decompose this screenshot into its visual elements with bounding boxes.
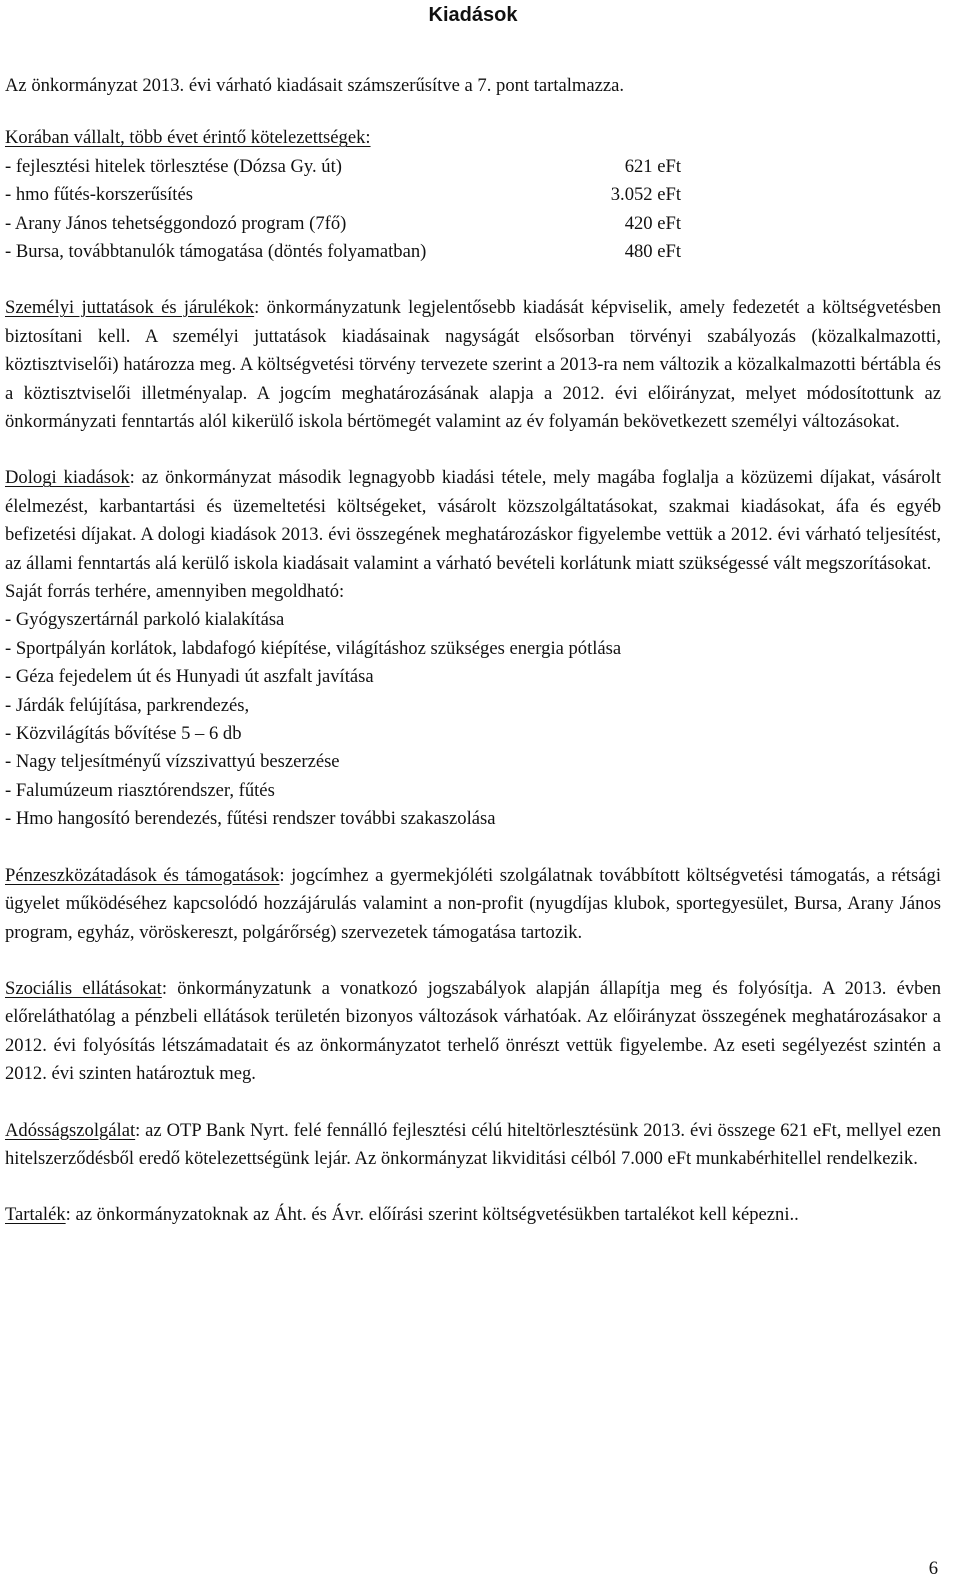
reserve-term: Tartalék <box>5 1204 66 1226</box>
commitments-section <box>5 124 941 266</box>
list-item: - Járdák felújítása, parkrendezés, <box>5 694 250 716</box>
commitment-label: - hmo fűtés-korszerűsítés <box>5 184 193 206</box>
list-item: - Hmo hangosító berendezés, fűtési rendszer további szakaszolása <box>5 808 496 830</box>
material-paragraph: Dologi kiadások: az önkormányzat második legnagyobb kiadási tétele, mely magába foglalja a közüzemi díjakat, vásárolt élelmezést, karbantartási és üzemeltetési költségeket, vásárolt közszolgáltatásokat, szakmai kiadásokat, áfa és egyéb befizetési díjakat. A dologi kiadások 2013. évi összegének meghatározáskor figyelembe vettük a 2012. évi várható teljesítést, az állami fenntartás alá kerülő iskola kiadásait valamint a várható bevételi korlátunk miatt szükségessé vált megszorításokat. <box>5 467 941 574</box>
commitments-heading: Korában vállalt, több évet érintő kötelezettségek: <box>5 127 371 149</box>
commitment-amount: 3.052 eFt <box>610 184 681 206</box>
reserve-paragraph: Tartalék: az önkormányzatoknak az Áht. és Ávr. előírási szerint költségvetésükben tartalékot kell képezni.. <box>5 1204 799 1226</box>
list-item: - Falumúzeum riasztórendszer, fűtés <box>5 779 275 801</box>
commitment-label: - Bursa, továbbtanulók támogatása (döntés folyamatban) <box>5 240 427 262</box>
commitment-amount: 480 eFt <box>624 240 681 262</box>
commitment-label: - Arany János tehetséggondozó program (7fő) <box>5 212 347 234</box>
debt-paragraph: Adósságszolgálat: az OTP Bank Nyrt. felé fennálló fejlesztési célú hiteltörlesztésünk 2013. évi összege 621 eFt, mellyel ezen hitelszerződésből eredő kötelezettségünk lejár. Az önkormányzat likviditási célból 7.000 eFt munkabérhitellel rendelkezik. <box>5 1119 941 1169</box>
commitment-row <box>5 238 941 266</box>
transfers-paragraph: Pénzeszközátadások és támogatások: jogcímhez a gyermekjóléti szolgálatnak továbbított költségvetési támogatás, a rétsági ügyelet működéséhez kapcsolódó hozzájárulás valamint a non-profit (nyugdíjas klubok, sportegyesület, Bursa, Arany János program, egyház, vöröskereszt, polgárőrség) szervezetek támogatása tartozik. <box>5 864 941 943</box>
list-item: - Közvilágítás bővítése 5 – 6 db <box>5 723 242 745</box>
own-source-heading: Saját forrás terhére, amennyiben megoldható: <box>5 581 345 603</box>
commitment-label: - fejlesztési hitelek törlesztése (Dózsa Gy. út) <box>5 155 342 177</box>
personal-paragraph: Személyi juttatások és járulékok: önkormányzatunk legjelentősebb kiadását képviselik, amely fedezetét a költségvetésben biztosítani kell. A személyi juttatások kiadásainak nagyságát elsősorban törvényi szabályozás (közalkalmazotti, köztisztviselői) határozza meg. A költségvetési törvény tervezete szerint a 2013-ra nem változik a közalkalmazotti bértábla és a köztisztviselői illetményalap. A jogcím meghatározásának alapja a 2012. évi előirányzat, melyet módosítottunk az önkormányzati fenntartás alól kikerülő iskola bértömegét valamint az év folyamán bekövetkezett személyi változásokat. <box>5 297 941 432</box>
personal-term: Személyi juttatások és járulékok <box>5 297 255 319</box>
commitment-row <box>5 181 941 209</box>
material-section <box>5 464 941 833</box>
social-paragraph: Szociális ellátásokat: önkormányzatunk a vonatkozó jogszabályok alapján állapítja meg és folyósítja. A 2013. évben előreláthatólag a pénzbeli ellátások területén bizonyos változások várhatóak. Az előirányzat összegének meghatározásakor a 2012. évi folyósítás létszámadatait és az önkormányzatot terhelő önrészt vettük figyelembe. Az eseti segélyezést szintén a 2012. évi szinten határoztuk meg. <box>5 977 941 1085</box>
commitment-amount: 420 eFt <box>624 212 681 234</box>
list-item: - Gyógyszertárnál parkoló kialakítása <box>5 609 285 631</box>
transfers-term: Pénzeszközátadások és támogatások <box>5 864 280 886</box>
page-number: 6 <box>928 1558 938 1579</box>
debt-term: Adósságszolgálat <box>5 1119 136 1141</box>
list-item: - Géza fejedelem út és Hunyadi út aszfalt javítása <box>5 666 374 688</box>
commitment-row <box>5 210 941 238</box>
commitment-row <box>5 153 941 181</box>
intro-paragraph: Az önkormányzat 2013. évi várható kiadásait számszerűsítve a 7. pont tartalmazza. <box>5 75 625 96</box>
list-item: - Sportpályán korlátok, labdafogó kiépítése, világításhoz szükséges energia pótlása <box>5 637 622 659</box>
social-term: Szociális ellátásokat <box>5 977 162 999</box>
material-term: Dologi kiadások <box>5 467 130 489</box>
commitment-amount: 621 eFt <box>624 155 681 177</box>
page-title: Kiadások <box>428 4 518 26</box>
list-item: - Nagy teljesítményű vízszivattyú beszerzése <box>5 751 340 773</box>
document-page <box>5 0 941 1230</box>
